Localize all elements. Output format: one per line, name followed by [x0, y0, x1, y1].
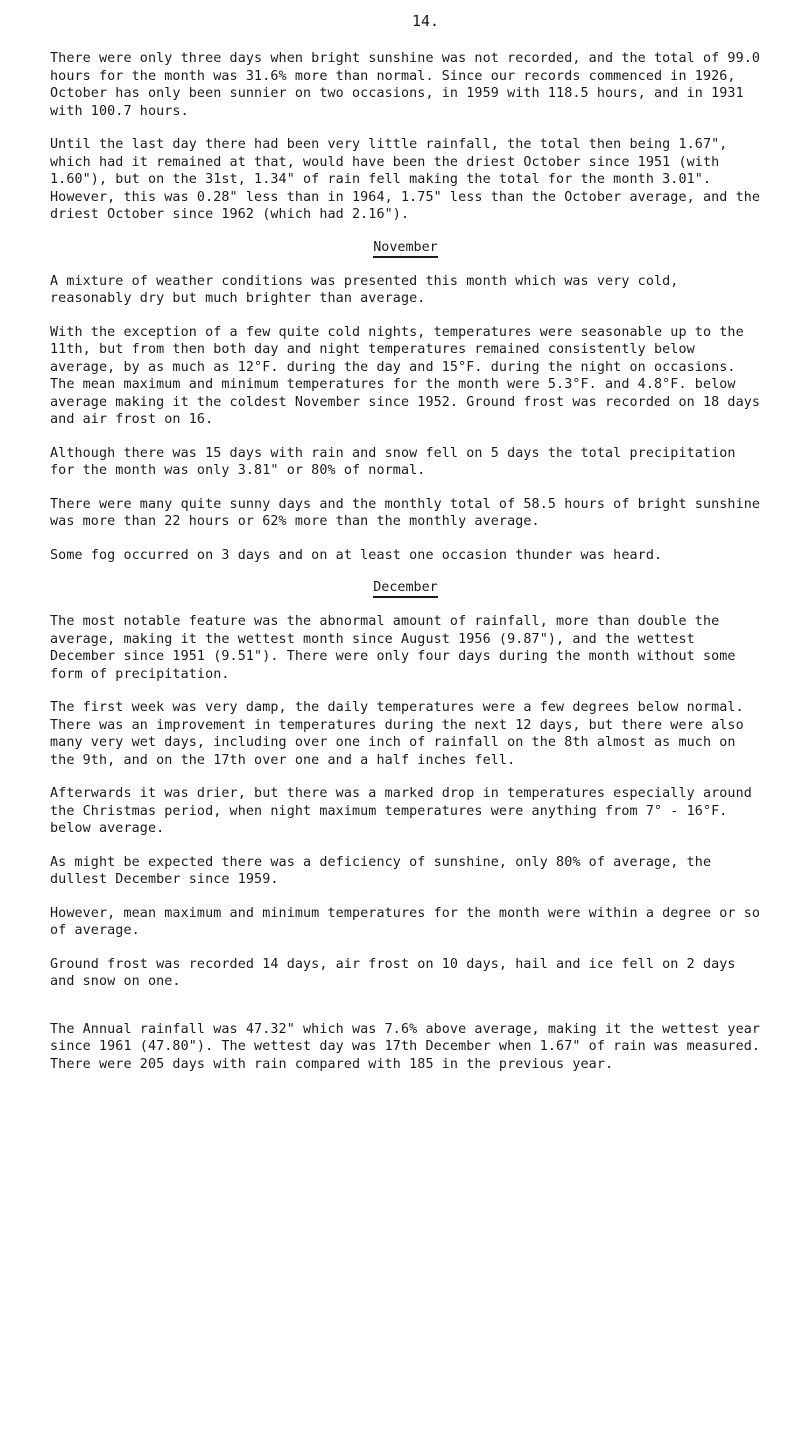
november-heading	[50, 240, 761, 255]
december-paragraph-first-week: The first week was very damp, the daily temperatures were a few degrees below normal. There was an improvement in temperatures during the next 12 days, but there were also many very wet days, including over one inch of rainfall on the 8th almost as much on the 9th, and on the 17th over one and a half inches fell.	[50, 700, 744, 768]
page-number: 14.	[411, 12, 440, 30]
december-heading-text: December	[373, 580, 438, 598]
november-paragraph-temperatures: With the exception of a few quite cold nights, temperatures were seasonable up to the 11th, but from then both day and night temperatures remained consistently below average, by as much as 12°F. during the day and 15°F. during the night on occasions. The mean maximum and minimum temperatures for the month were 5.3°F. and 4.8°F. below average making it the coldest November since 1952. Ground frost was recorded on 18 days and air frost on 16.	[50, 324, 761, 427]
november-paragraph-precipitation: Although there was 15 days with rain and snow fell on 5 days the total precipitation for the month was only 3.81" or 80% of normal.	[50, 445, 736, 478]
october-paragraph-rainfall: Until the last day there had been very little rainfall, the total then being 1.67", which had it remained at that, would have been the driest October since 1951 (with 1.60"), but on the 31st, 1.34" of rain fell making the total for the month 3.01". However, this was 0.28" less than in 1964, 1.75" less than the October average, and the driest October since 1962 (which had 2.16").	[50, 137, 761, 222]
november-paragraph-fog: Some fog occurred on 3 days and on at least one occasion thunder was heard.	[50, 547, 663, 563]
november-heading-text: November	[373, 240, 438, 258]
october-paragraph-sunshine: There were only three days when bright sunshine was not recorded, and the total of 99.0 hours for the month was 31.6% more than normal. Since our records commenced in 1926, October has only been sunnier on two occasions, in 1959 with 118.5 hours, and in 1931 with 100.7 hours.	[50, 51, 761, 119]
november-paragraph-summary: A mixture of weather conditions was presented this month which was very cold, reasonably dry but much brighter than average.	[50, 273, 679, 306]
december-paragraph-christmas: Afterwards it was drier, but there was a marked drop in temperatures especially around the Christmas period, when night maximum temperatures were anything from 7° - 16°F. below average.	[50, 786, 752, 836]
november-paragraph-sunshine: There were many quite sunny days and the monthly total of 58.5 hours of bright sunshine was more than 22 hours or 62% more than the monthly average.	[50, 496, 761, 529]
annual-rainfall-paragraph: The Annual rainfall was 47.32" which was 7.6% above average, making it the wettest year since 1961 (47.80"). The wettest day was 17th December when 1.67" of rain was measured. There were 205 days with rain compared with 185 in the previous year.	[50, 1021, 761, 1072]
december-paragraph-mean-temps: However, mean maximum and minimum temperatures for the month were within a degree or so of average.	[50, 905, 761, 938]
december-heading	[50, 580, 761, 595]
december-paragraph-rainfall: The most notable feature was the abnormal amount of rainfall, more than double the average, making it the wettest month since August 1956 (9.87"), and the wettest December since 1951 (9.51"). There were only four days during the month without some form of precipitation.	[50, 614, 736, 682]
document-page	[50, 0, 761, 1089]
december-paragraph-frost: Ground frost was recorded 14 days, air frost on 10 days, hail and ice fell on 2 days and snow on one.	[50, 956, 736, 989]
december-paragraph-sunshine: As might be expected there was a deficiency of sunshine, only 80% of average, the dullest December since 1959.	[50, 854, 712, 887]
